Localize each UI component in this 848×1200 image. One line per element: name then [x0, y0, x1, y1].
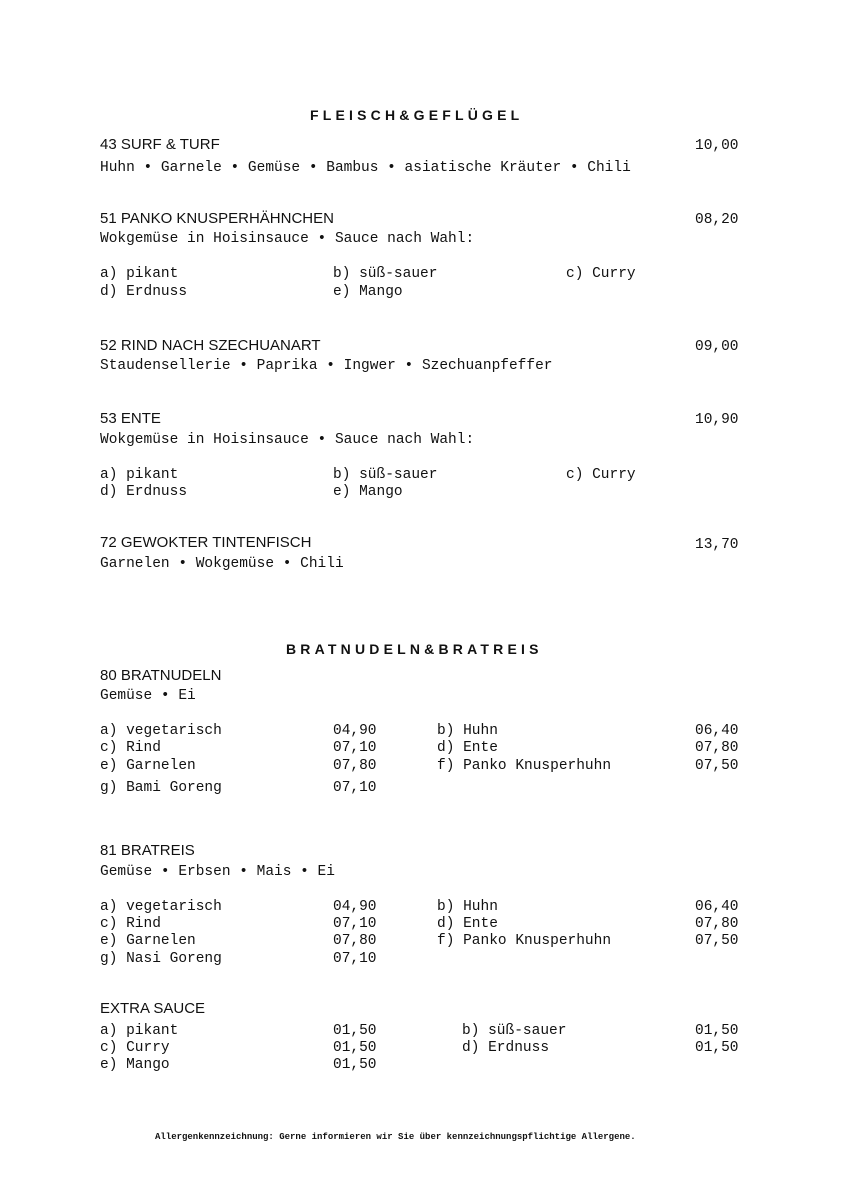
variant-price: 07,80: [695, 916, 739, 932]
item-51-option: a) pikant: [100, 266, 179, 282]
variant-name: a) vegetarisch: [100, 899, 222, 915]
variant-name: a) vegetarisch: [100, 723, 222, 739]
item-53-option: e) Mango: [333, 484, 403, 500]
variant-name: b) Huhn: [437, 899, 498, 915]
variant-name: f) Panko Knusperhuhn: [437, 933, 612, 949]
item-51-option: e) Mango: [333, 284, 403, 300]
item-43-price: 10,00: [695, 138, 739, 154]
variant-name: f) Panko Knusperhuhn: [437, 758, 612, 774]
section-heading-fleisch: FLEISCH&GEFLÜGEL: [310, 107, 524, 123]
item-51-desc: Wokgemüse in Hoisinsauce • Sauce nach Wahl:: [100, 231, 475, 247]
item-53-desc: Wokgemüse in Hoisinsauce • Sauce nach Wahl:: [100, 432, 475, 448]
item-53-option: a) pikant: [100, 467, 179, 483]
item-72-price: 13,70: [695, 537, 739, 553]
variant-price: 04,90: [333, 899, 377, 915]
item-81-desc: Gemüse • Erbsen • Mais • Ei: [100, 864, 335, 880]
variant-name: g) Bami Goreng: [100, 780, 222, 796]
variant-name: d) Erdnuss: [462, 1040, 550, 1056]
extra-sauce-title: EXTRA SAUCE: [100, 1000, 206, 1017]
variant-price: 07,50: [695, 758, 739, 774]
variant-name: b) süß-sauer: [462, 1023, 567, 1039]
item-53-option: c) Curry: [566, 467, 636, 483]
variant-price: 01,50: [333, 1057, 377, 1073]
item-81-title: 81 BRATREIS: [100, 842, 195, 859]
variant-name: e) Garnelen: [100, 758, 196, 774]
item-53-option: d) Erdnuss: [100, 484, 188, 500]
item-51-option: d) Erdnuss: [100, 284, 188, 300]
allergen-footer-note: Allergenkennzeichnung: Gerne informieren wir Sie über kennzeichnungspflichtige Allergene.: [155, 1132, 636, 1142]
item-80-desc: Gemüse • Ei: [100, 688, 196, 704]
variant-price: 07,80: [695, 740, 739, 756]
item-43-desc: Huhn • Garnele • Gemüse • Bambus • asiatische Kräuter • Chili: [100, 160, 631, 176]
variant-name: e) Garnelen: [100, 933, 196, 949]
item-51-option: b) süß-sauer: [333, 266, 438, 282]
variant-name: c) Rind: [100, 740, 161, 756]
item-53-title: 53 ENTE: [100, 410, 161, 427]
item-72-title: 72 GEWOKTER TINTENFISCH: [100, 534, 312, 551]
variant-price: 07,10: [333, 740, 377, 756]
variant-name: d) Ente: [437, 740, 498, 756]
variant-name: a) pikant: [100, 1023, 179, 1039]
item-80-title: 80 BRATNUDELN: [100, 667, 222, 684]
item-51-option: c) Curry: [566, 266, 636, 282]
variant-price: 07,50: [695, 933, 739, 949]
variant-price: 01,50: [333, 1023, 377, 1039]
variant-price: 01,50: [695, 1040, 739, 1056]
variant-price: 07,10: [333, 780, 377, 796]
variant-name: c) Curry: [100, 1040, 170, 1056]
variant-name: b) Huhn: [437, 723, 498, 739]
variant-name: c) Rind: [100, 916, 161, 932]
variant-price: 04,90: [333, 723, 377, 739]
item-53-price: 10,90: [695, 412, 739, 428]
variant-price: 07,10: [333, 916, 377, 932]
variant-price: 01,50: [333, 1040, 377, 1056]
item-52-desc: Staudensellerie • Paprika • Ingwer • Szechuanpfeffer: [100, 358, 553, 374]
variant-price: 07,10: [333, 951, 377, 967]
variant-price: 06,40: [695, 723, 739, 739]
item-43-title: 43 SURF & TURF: [100, 136, 220, 153]
item-51-title: 51 PANKO KNUSPERHÄHNCHEN: [100, 210, 334, 227]
variant-price: 07,80: [333, 758, 377, 774]
variant-name: g) Nasi Goreng: [100, 951, 222, 967]
variant-price: 06,40: [695, 899, 739, 915]
item-52-title: 52 RIND NACH SZECHUANART: [100, 337, 321, 354]
item-51-price: 08,20: [695, 212, 739, 228]
item-53-option: b) süß-sauer: [333, 467, 438, 483]
variant-name: d) Ente: [437, 916, 498, 932]
section-heading-bratnudeln: BRATNUDELN&BRATREIS: [286, 641, 543, 657]
variant-price: 01,50: [695, 1023, 739, 1039]
variant-name: e) Mango: [100, 1057, 170, 1073]
item-72-desc: Garnelen • Wokgemüse • Chili: [100, 556, 344, 572]
variant-price: 07,80: [333, 933, 377, 949]
item-52-price: 09,00: [695, 339, 739, 355]
